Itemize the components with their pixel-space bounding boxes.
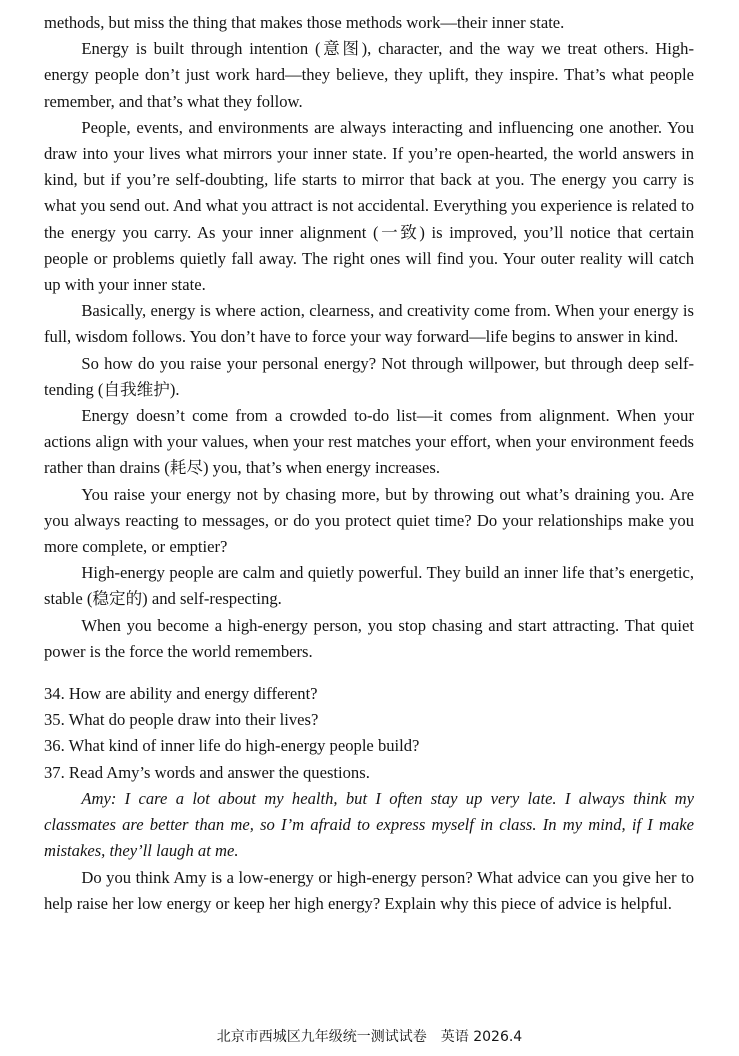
exam-page [44, 10, 694, 917]
question-list [44, 681, 694, 917]
passage-paragraph-8: High-energy people are calm and quietly powerful. They build an inner life that’s energetic, stable (稳定的) and self-respecting. [44, 563, 694, 609]
question-36: 36. What kind of inner life do high-energy people build? [44, 736, 420, 756]
passage-paragraph-3: People, events, and environments are always interacting and influencing one another. You draw into your lives what mirrors your inner state. If you’re open-hearted, the world answers in kind, but if you’re self-doubting, life starts to mirror that back at you. The energy you carry is what you send out. And what you attract is not accidental. Everything you experience is related to the energy you carry. As your inner alignment (一致) is improved, you’ll notice that certain people or problems quietly fall away. The right ones will find you. Your outer reality will catch up with your inner state. [44, 117, 694, 295]
passage-paragraph-9: When you become a high-energy person, you stop chasing and start attracting. That quiet power is the force the world remembers. [44, 615, 694, 661]
passage-paragraph-1: methods, but miss the thing that makes those methods work—their inner state. [44, 13, 565, 32]
page-footer: 北京市西城区九年级统一测试试卷 英语 2026.4 [216, 1029, 523, 1045]
passage-paragraph-5: So how do you raise your personal energy? Not through willpower, but through deep self-tending (自我维护). [44, 353, 694, 399]
question-35: 35. What do people draw into their lives? [44, 710, 319, 730]
amy-quote-text: I care a lot about my health, but I often stay up very late. I always think my classmates are better than me, so I’m afraid to express myself in class. In my mind, if I make mistakes, they’ll laugh at me. [44, 788, 694, 861]
passage-paragraph-7: You raise your energy not by chasing more, but by throwing out what’s draining you. Are you always reacting to messages, or do you protect quiet time? Do your relationships make you more complete, or emptier? [44, 484, 694, 557]
passage-paragraph-4: Basically, energy is where action, clearness, and creativity come from. When your energy is full, wisdom follows. You don’t have to force your way forward—life begins to answer in kind. [44, 301, 694, 347]
question-37: 37. Read Amy’s words and answer the questions. [44, 762, 370, 782]
amy-quote [44, 786, 694, 865]
question-37-task: Do you think Amy is a low-energy or high-energy person? What advice can you give her to help raise her low energy or keep her high energy? Explain why this piece of advice is helpful. [44, 867, 694, 913]
amy-speaker: Amy: [81, 788, 117, 808]
passage-paragraph-6: Energy doesn’t come from a crowded to-do list—it comes from alignment. When your actions align with your values, when your rest matches your effort, when your environment feeds rather than drains (耗尽) you, that’s when energy increases. [44, 406, 694, 478]
reading-passage [44, 10, 694, 665]
question-34: 34. How are ability and energy different? [44, 684, 318, 704]
passage-paragraph-2: Energy is built through intention (意图), character, and the way we treat others. High-energy people don’t just work hard—they believe, they uplift, they inspire. That’s what people remember, and that’s what they follow. [44, 39, 694, 111]
